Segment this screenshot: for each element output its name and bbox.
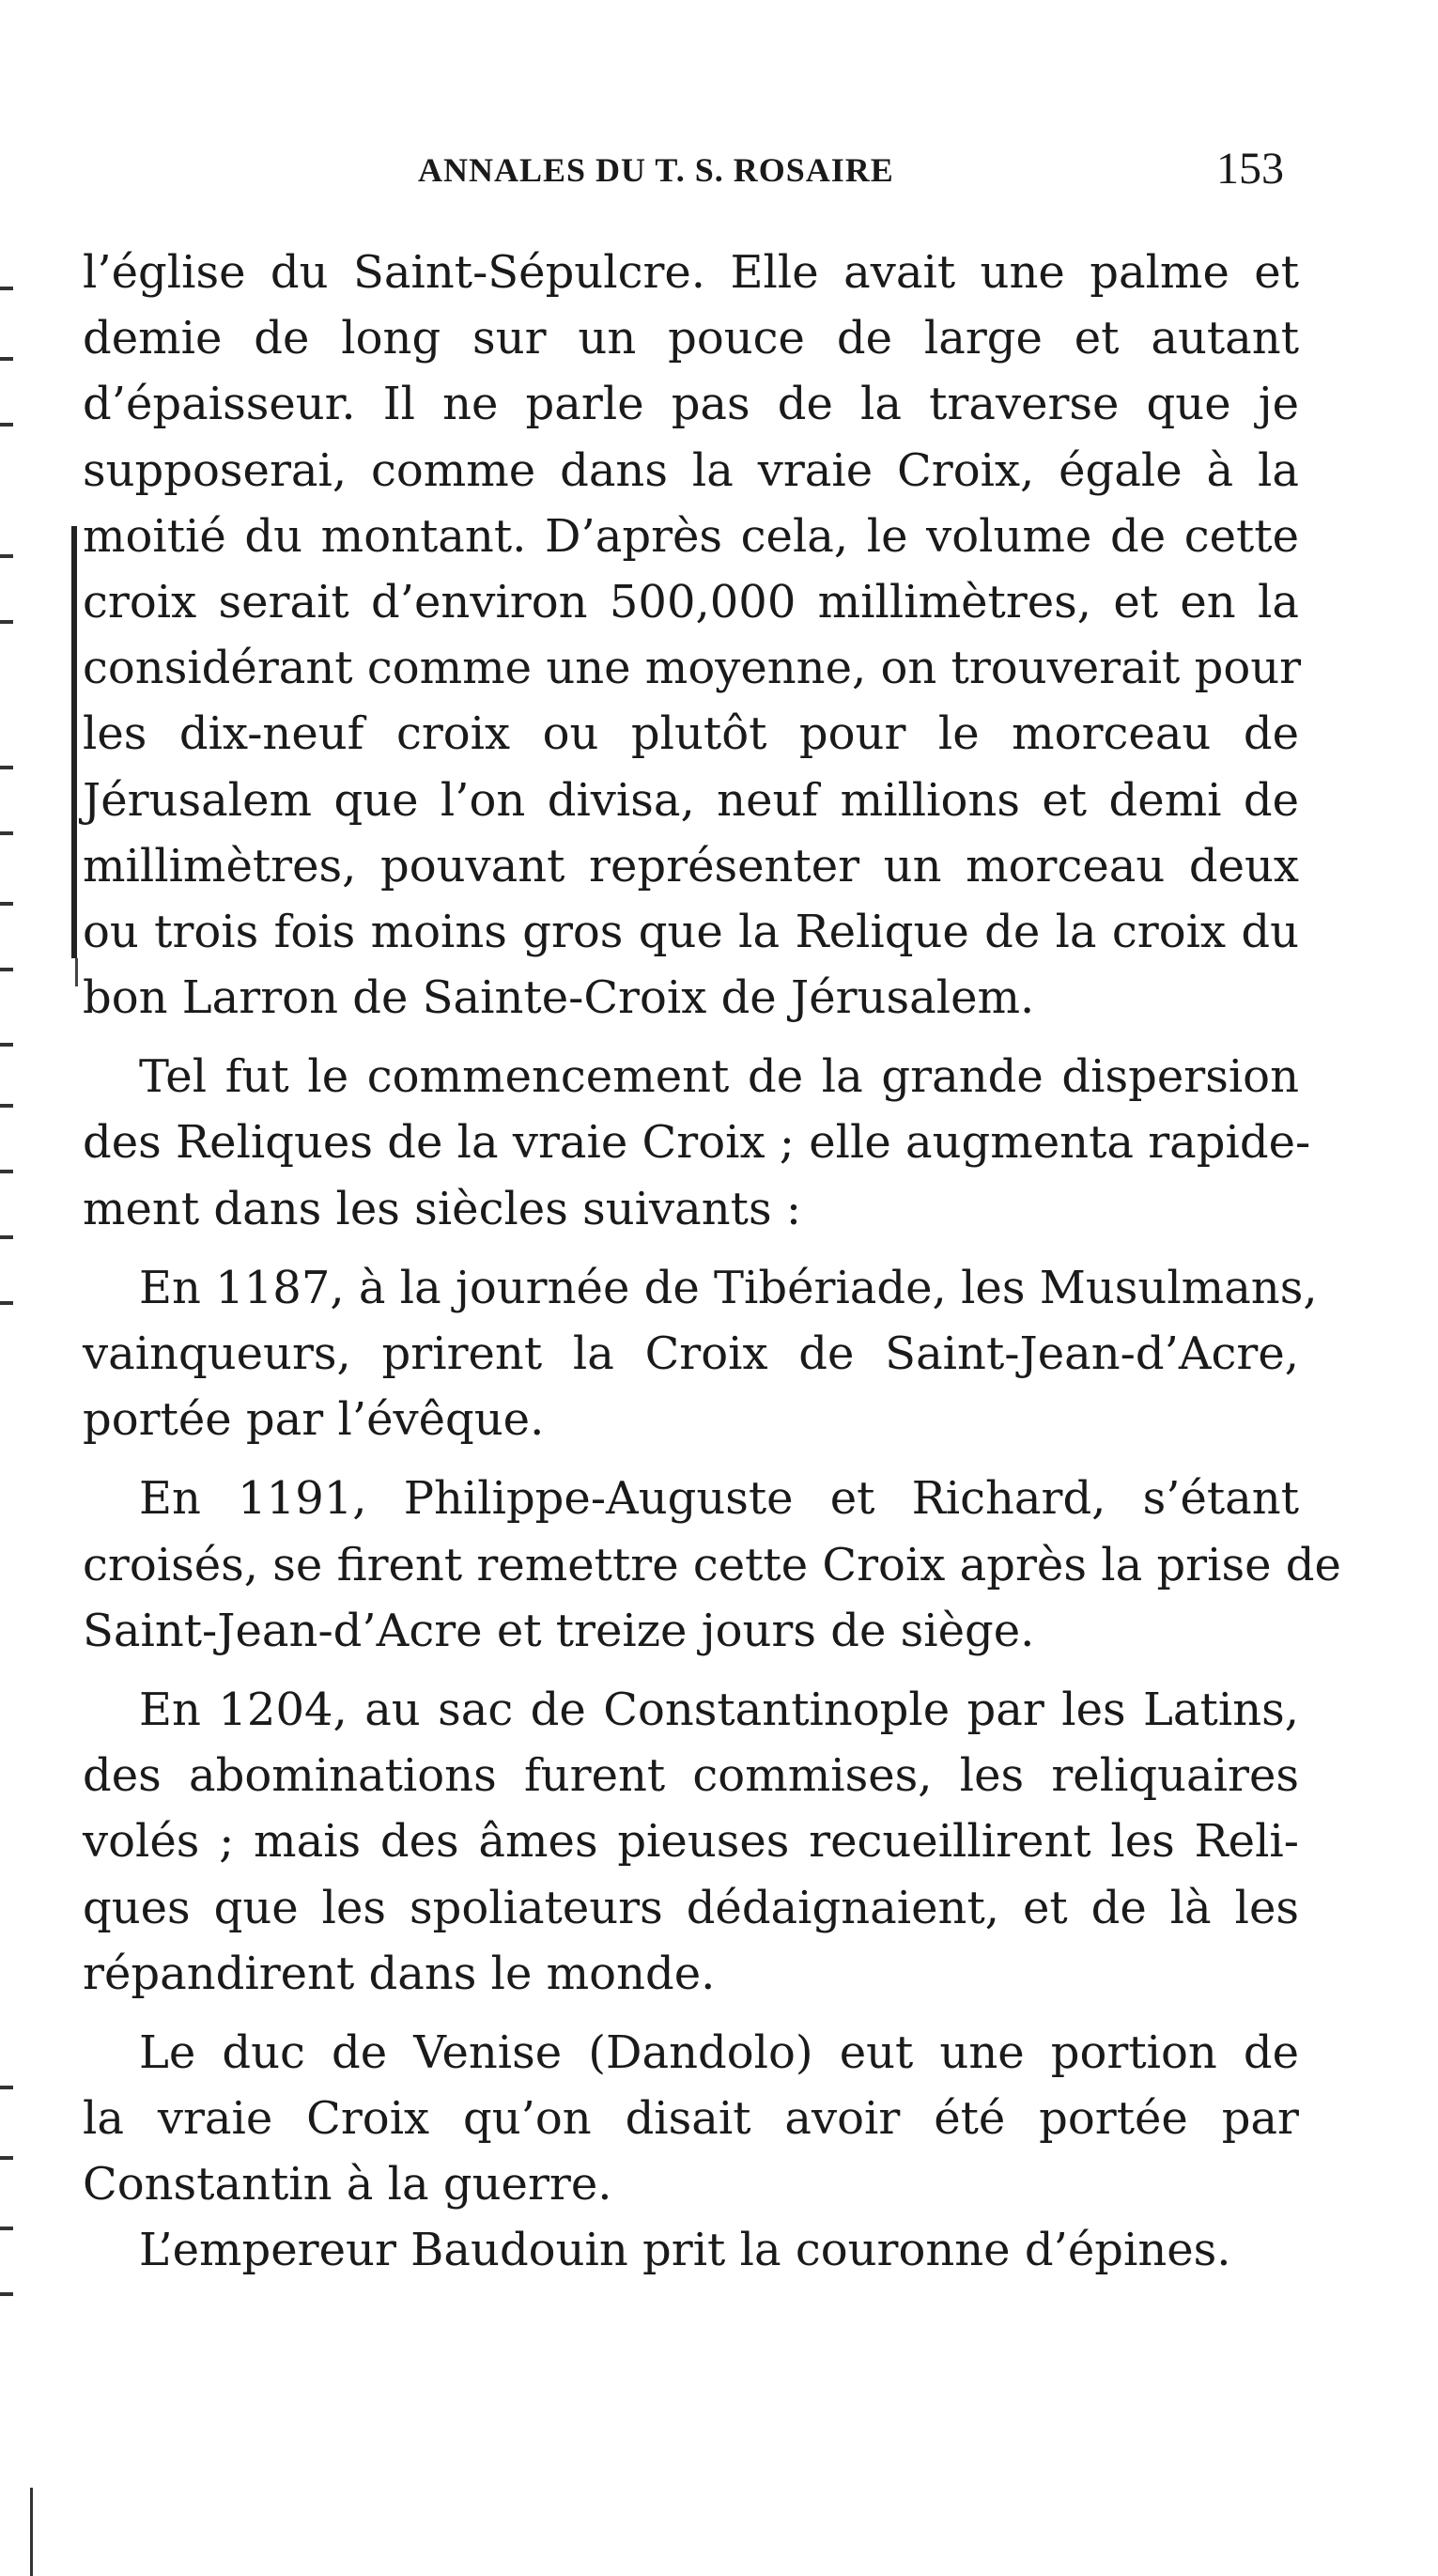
margin-mark [0,2227,13,2230]
paragraph [83,240,1302,1031]
text-line: répandirent dans le monde. [83,1947,716,2000]
page-number: 153 [1216,144,1284,194]
paragraph [83,1044,1311,1242]
text-line: En 1204, au sac de Constantinople par les Latins, [139,1683,1299,1736]
margin-dash [75,958,78,986]
text-line: les dix-neuf croix ou plutôt pour le morceau de [83,707,1299,761]
text-line: des Reliques de la vraie Croix ; elle augmenta rapide- [83,1116,1311,1170]
text-line: portée par l’évêque. [83,1393,545,1447]
margin-mark [0,968,13,971]
margin-mark [0,1170,13,1173]
margin-mark [0,831,13,835]
margin-mark [0,2156,13,2160]
text-line: En 1187, à la journée de Tibériade, les Musulmans, [139,1261,1318,1314]
page-text [83,240,1341,2284]
margin-mark [0,287,13,290]
text-line: ment dans les siècles suivants : [83,1182,801,1235]
text-line: ou trois fois moins gros que la Relique de la croix du [83,905,1299,958]
text-line: Saint-Jean-d’Acre et treize jours de siège. [83,1604,1035,1657]
text-line: des abominations furent commises, les reliquaires [83,1749,1299,1803]
text-line: croisés, se firent remettre cette Croix après la prise de [83,1538,1341,1591]
text-line: l’église du Saint-Sépulcre. Elle avait une palme et [83,246,1299,299]
text-line: moitié du montant. D’après cela, le volume de cette [83,509,1299,563]
margin-mark [0,423,13,427]
margin-mark [0,554,13,558]
text-line: millimètres, pouvant représenter un morceau deux [83,839,1299,892]
text-line: supposerai, comme dans la vraie Croix, égale à la [83,443,1299,497]
text-line: Tel fut le commencement de la grande dispersion [139,1050,1299,1104]
margin-mark [0,1235,13,1239]
paragraph [83,2217,1299,2283]
text-line: Le duc de Venise (Dandolo) eut une portion de [139,2025,1299,2079]
paragraph [83,2020,1299,2218]
text-line: Jérusalem que l’on divisa, neuf millions et demi de [83,773,1299,827]
margin-mark [0,1104,13,1108]
text-line: volés ; mais des âmes pieuses recueillirent les Reli- [83,1815,1299,1869]
text-line: la vraie Croix qu’on disait avoir été portée par [83,2092,1299,2146]
margin-mark [0,766,13,769]
paragraph [83,1255,1318,1453]
margin-mark [0,1043,13,1047]
text-line: demie de long sur un pouce de large et autant [83,312,1299,365]
margin-mark [0,1301,13,1305]
text-line: bon Larron de Sainte-Croix de Jérusalem. [83,971,1035,1025]
paragraph [83,1677,1299,2007]
margin-mark [0,620,13,624]
text-line: Constantin à la guerre. [83,2158,612,2211]
text-line: d’épaisseur. Il ne parle pas de la traverse que je [83,378,1299,431]
margin-mark [0,357,13,361]
scan-edge-line [30,2488,33,2576]
text-line: En 1191, Philippe-Auguste et Richard, s’étant [139,1472,1299,1526]
text-line: L’empereur Baudouin prit la couronne d’épines. [139,2224,1231,2277]
text-line: considérant comme une moyenne, on trouverait pour [83,642,1302,695]
text-line: croix serait d’environ 500,000 millimètres, et en la [83,575,1299,628]
running-head: ANNALES DU T. S. ROSAIRE [418,151,894,189]
text-line: ques que les spoliateurs dédaignaient, et de là les [83,1881,1299,1934]
paragraph [83,1466,1341,1664]
margin-mark [0,2086,13,2089]
margin-mark [0,2292,13,2296]
margin-mark [0,902,13,906]
text-line: vainqueurs, prirent la Croix de Saint-Jean-d’Acre, [83,1327,1299,1380]
margin-rule [71,526,77,958]
